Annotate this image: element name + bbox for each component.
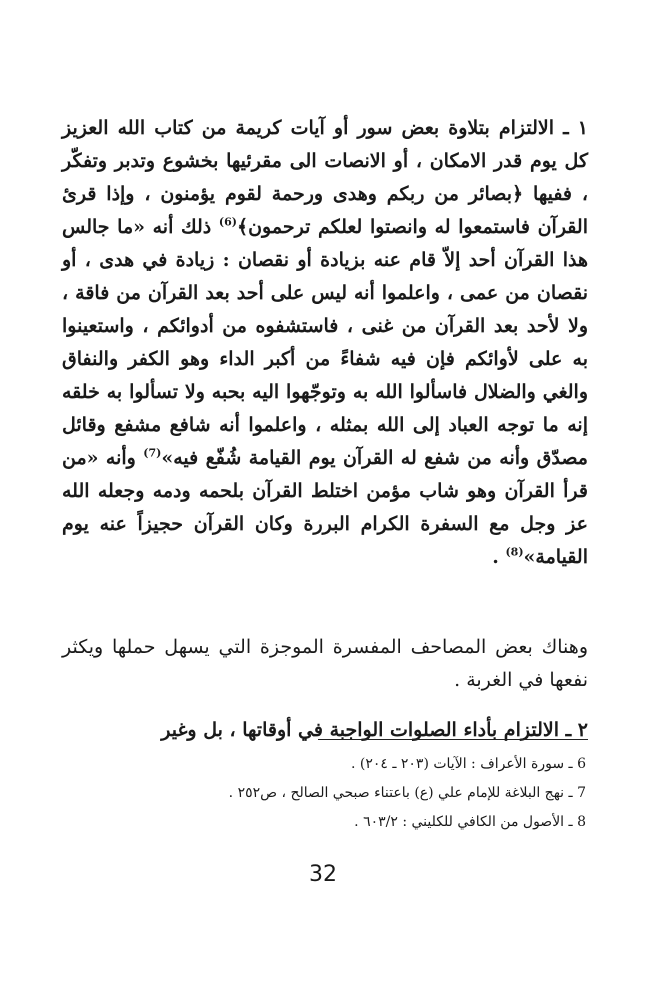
paragraph-1-text-3: وأنه «من قرأ القرآن وهو شاب مؤمن اختلط القرآن بلحمه ودمه وجعله الله عز وجل مع السفرة الكرام البررة وكان القرآن حجيزاً عنه يوم القيامة» [62,447,588,568]
paragraph-1-text-4: . [492,546,506,568]
paragraph-2: وهناك بعض المصاحف المفسرة الموجزة التي يسهل حملها ويكثر نفعها في الغربة . [62,636,588,691]
footnotes [60,750,586,837]
paragraph-1-text: ١ ـ الالتزام بتلاوة بعض سور أو آيات كريمة من كتاب الله العزيز كل يوم قدر الامكان ، أو الانصات الى مقرئيها بخشوع وتدبر وتفكّر ، ففيها ﴿بصائر من ربكم وهدى ورحمة لقوم يؤمنون ، وإذا قرئ القرآن فاستمعوا له وانصتوا لعلكم ترحمون﴾ [62,117,588,238]
footnote-mark-6: (6) [218,215,237,229]
footnote-mark-8: (8) [505,545,524,559]
footnote-divider [318,739,588,740]
footnote-mark-7: (7) [143,446,162,460]
paragraph-3: ٢ ـ الالتزام بأداء الصلوات الواجبة في أوقاتها ، بل وغير [161,719,588,741]
footnote-7: 7 ـ نهج البلاغة للإمام علي (ع) باعتناء صبحي الصالح ، ص٢٥٢ . [228,785,586,801]
paragraph-1 [62,112,588,574]
footnote-8: 8 ـ الأصول من الكافي للكليني : ٦٠٣/٢ . [354,814,586,830]
footnote-6: 6 ـ سورة الأعراف : الآيات (٢٠٣ ـ ٢٠٤) . [350,756,586,772]
paragraph-1-text-2: ذلك أنه «ما جالس هذا القرآن أحد إلاّ قام عنه بزيادة أو نقصان : زيادة في هدى ، أو نقصان من عمى ، واعلموا أنه ليس على أحد بعد القرآن من فاقة ، ولا لأحد بعد القرآن من غنى ، فاستشفوه من أدوائكم ، واستعينوا به على لأوائكم فإن فيه شفاءً من أكبر الداء وهو الكفر والنفاق والغي والضلال فاسألوا الله به وتوجّهوا اليه بحبه ولا تسألوا به خلقه إنه ما توجه العباد إلى الله بمثله ، واعلموا أنه شافع مشفع وقائل مصدّق وأنه من شفع له القرآن يوم القيامة شُفّع فيه» [62,216,588,469]
page-number: 32 [309,862,337,887]
